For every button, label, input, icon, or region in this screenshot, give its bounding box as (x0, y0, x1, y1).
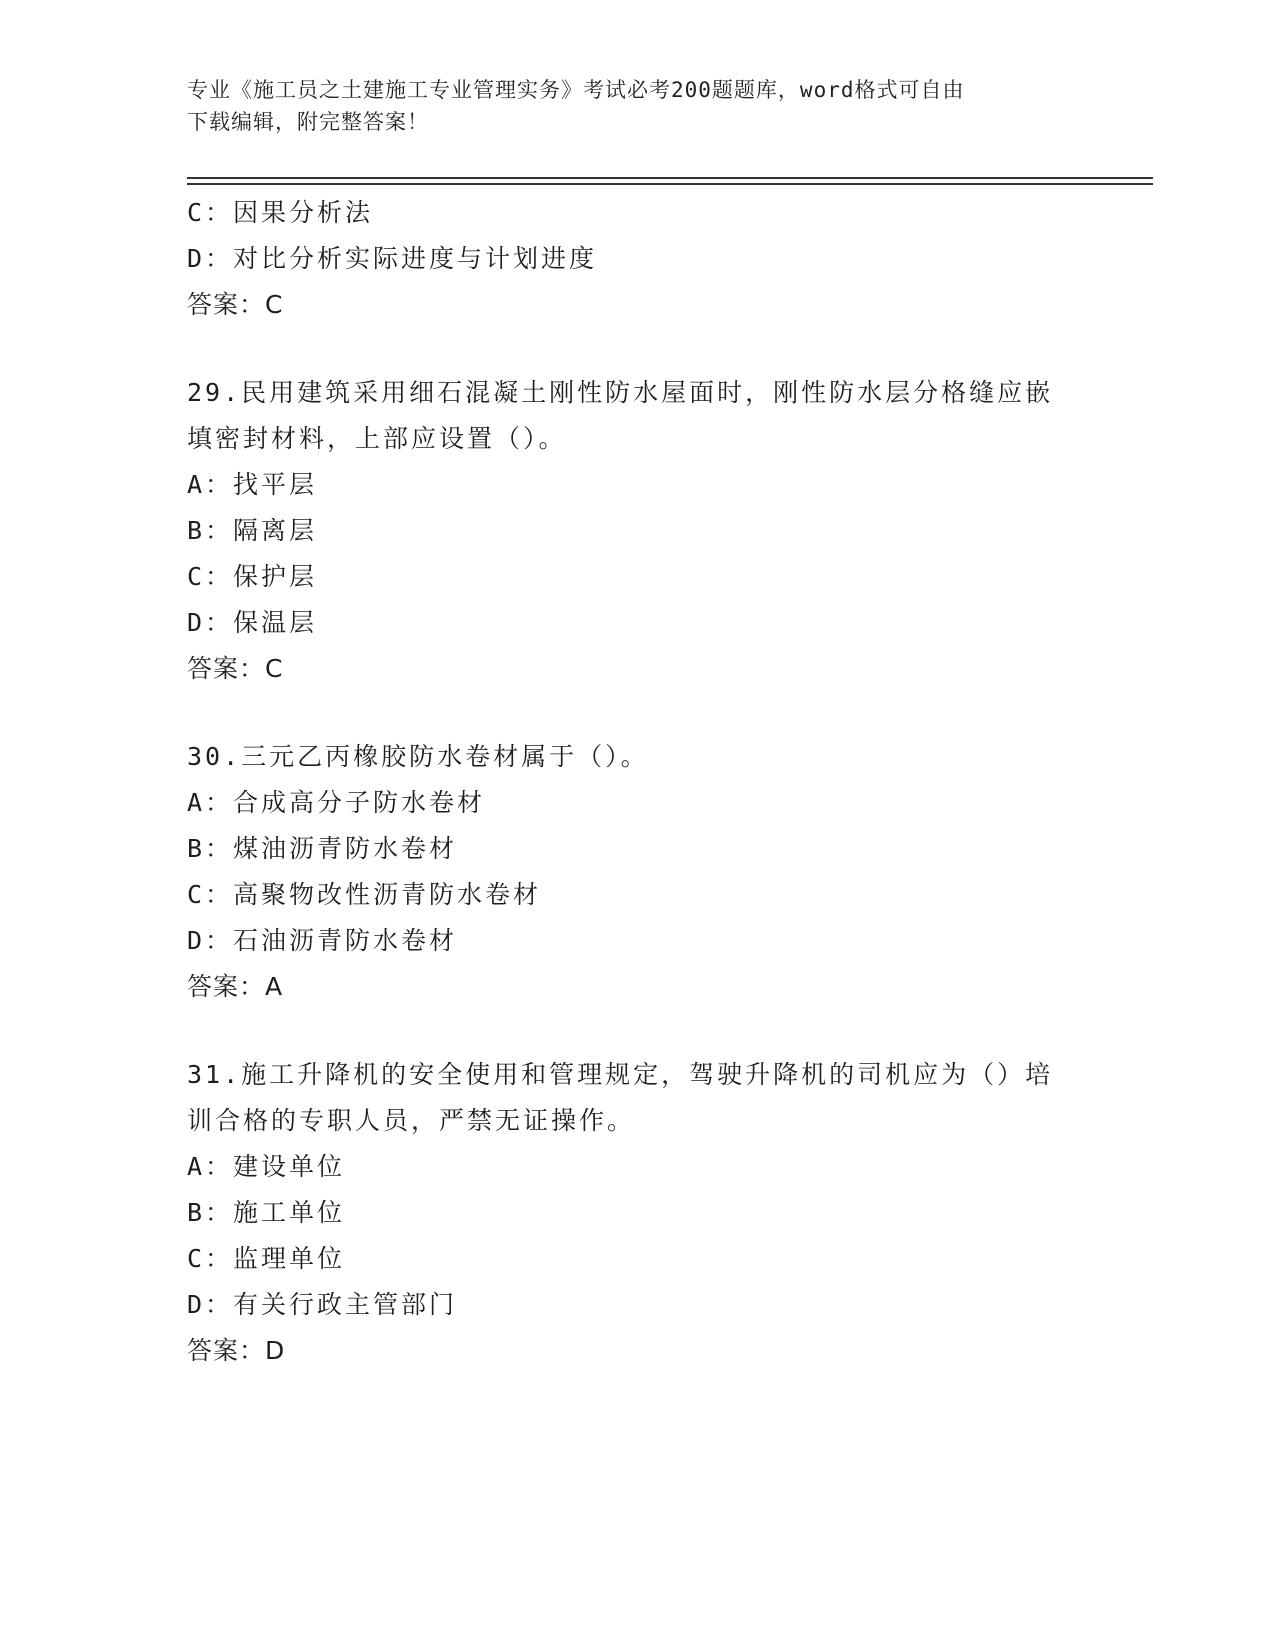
question-stem-line-2: 训合格的专职人员，严禁无证操作。 (187, 1106, 636, 1135)
header-line-2: 下载编辑，附完整答案！ (187, 110, 429, 134)
question-30 (187, 734, 1087, 1010)
option-c: C：因果分析法 (187, 198, 374, 227)
option-c: C：监理单位 (187, 1244, 346, 1273)
option-d: D：有关行政主管部门 (187, 1290, 458, 1319)
header-divider-bottom (187, 183, 1153, 185)
header-line-1: 专业《施工员之土建施工专业管理实务》考试必考200题题库，word格式可自由 (187, 78, 965, 102)
option-b: B：煤油沥青防水卷材 (187, 834, 458, 863)
option-d: D：对比分析实际进度与计划进度 (187, 244, 598, 273)
answer-line: 答案：C (187, 654, 284, 683)
question-stem-line-1: 30.三元乙丙橡胶防水卷材属于（）。 (187, 742, 649, 771)
question-stem-line-2: 填密封材料，上部应设置（）。 (187, 424, 567, 453)
option-c: C：保护层 (187, 562, 318, 591)
header-divider-top (187, 177, 1153, 179)
question-stem-line-1: 31.施工升降机的安全使用和管理规定，驾驶升降机的司机应为（）培 (187, 1060, 1054, 1089)
answer-line: 答案：A (187, 972, 284, 1001)
document-body (187, 190, 1087, 1374)
question-31 (187, 1052, 1087, 1374)
question-29 (187, 370, 1087, 692)
option-d: D：保温层 (187, 608, 318, 637)
answer-line: 答案：C (187, 290, 284, 319)
answer-line: 答案：D (187, 1336, 286, 1365)
option-a: A：找平层 (187, 470, 318, 499)
option-c: C：高聚物改性沥青防水卷材 (187, 880, 542, 909)
option-b: B：施工单位 (187, 1198, 346, 1227)
option-a: A：建设单位 (187, 1152, 346, 1181)
option-a: A：合成高分子防水卷材 (187, 788, 486, 817)
option-b: B：隔离层 (187, 516, 318, 545)
question-stem-line-1: 29.民用建筑采用细石混凝土刚性防水屋面时，刚性防水层分格缝应嵌 (187, 378, 1054, 407)
continued-question (187, 190, 1087, 328)
option-d: D：石油沥青防水卷材 (187, 926, 458, 955)
document-header (187, 74, 1067, 138)
